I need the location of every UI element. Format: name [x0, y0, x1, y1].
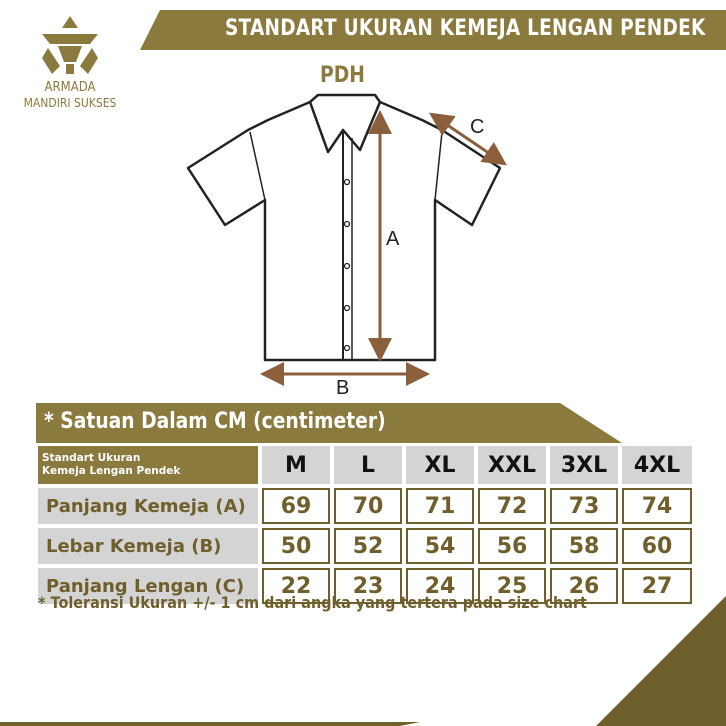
table-cell: 60 — [620, 526, 692, 566]
size-header: L — [332, 446, 404, 486]
table-cell: 71 — [404, 486, 476, 526]
size-header: M — [260, 446, 332, 486]
table-cell: 27 — [620, 566, 692, 604]
table-cell: 22 — [260, 566, 332, 604]
row-label: Panjang Lengan (C) — [38, 566, 260, 604]
table-cell: 23 — [332, 566, 404, 604]
dimension-label-a: A — [386, 228, 400, 250]
page-title: STANDART UKURAN KEMEJA LENGAN PENDEK — [225, 16, 706, 41]
table-cell: 58 — [548, 526, 620, 566]
table-row — [38, 526, 692, 566]
shirt-diagram — [180, 90, 520, 400]
table-cell: 72 — [476, 486, 548, 526]
table-cell: 56 — [476, 526, 548, 566]
table-cell: 52 — [332, 526, 404, 566]
table-corner-label — [38, 446, 260, 486]
size-header: 4XL — [620, 446, 692, 486]
size-table — [38, 446, 692, 604]
logo-text-armada: ARMADA — [44, 80, 96, 95]
size-header: XL — [404, 446, 476, 486]
tolerance-note: * Toleransi Ukuran +/- 1 cm dari angka yang tertera pada size chart — [38, 593, 587, 612]
table-cell: 26 — [548, 566, 620, 604]
table-cell: 69 — [260, 486, 332, 526]
table-cell: 73 — [548, 486, 620, 526]
table-cell: 24 — [404, 566, 476, 604]
table-header-row — [38, 446, 692, 486]
dimension-label-c: C — [470, 116, 485, 138]
dimension-label-b: B — [336, 377, 350, 399]
corner-decoration-left — [0, 686, 726, 726]
row-label: Lebar Kemeja (B) — [38, 526, 260, 566]
table-row — [38, 486, 692, 526]
logo-text-mandiri-sukses: MANDIRI SUKSES — [23, 96, 117, 110]
unit-note: * Satuan Dalam CM (centimeter) — [44, 409, 386, 434]
corner-label-line1: Standart Ukuran — [42, 452, 141, 464]
table-cell: 70 — [332, 486, 404, 526]
size-header: XXL — [476, 446, 548, 486]
row-label: Panjang Kemeja (A) — [38, 486, 260, 526]
table-cell: 54 — [404, 526, 476, 566]
table-cell: 74 — [620, 486, 692, 526]
table-cell: 25 — [476, 566, 548, 604]
diagram-title: PDH — [320, 63, 365, 88]
size-header: 3XL — [548, 446, 620, 486]
company-logo-icon — [38, 14, 102, 78]
corner-label-line2: Kemeja Lengan Pendek — [42, 465, 181, 477]
table-cell: 50 — [260, 526, 332, 566]
